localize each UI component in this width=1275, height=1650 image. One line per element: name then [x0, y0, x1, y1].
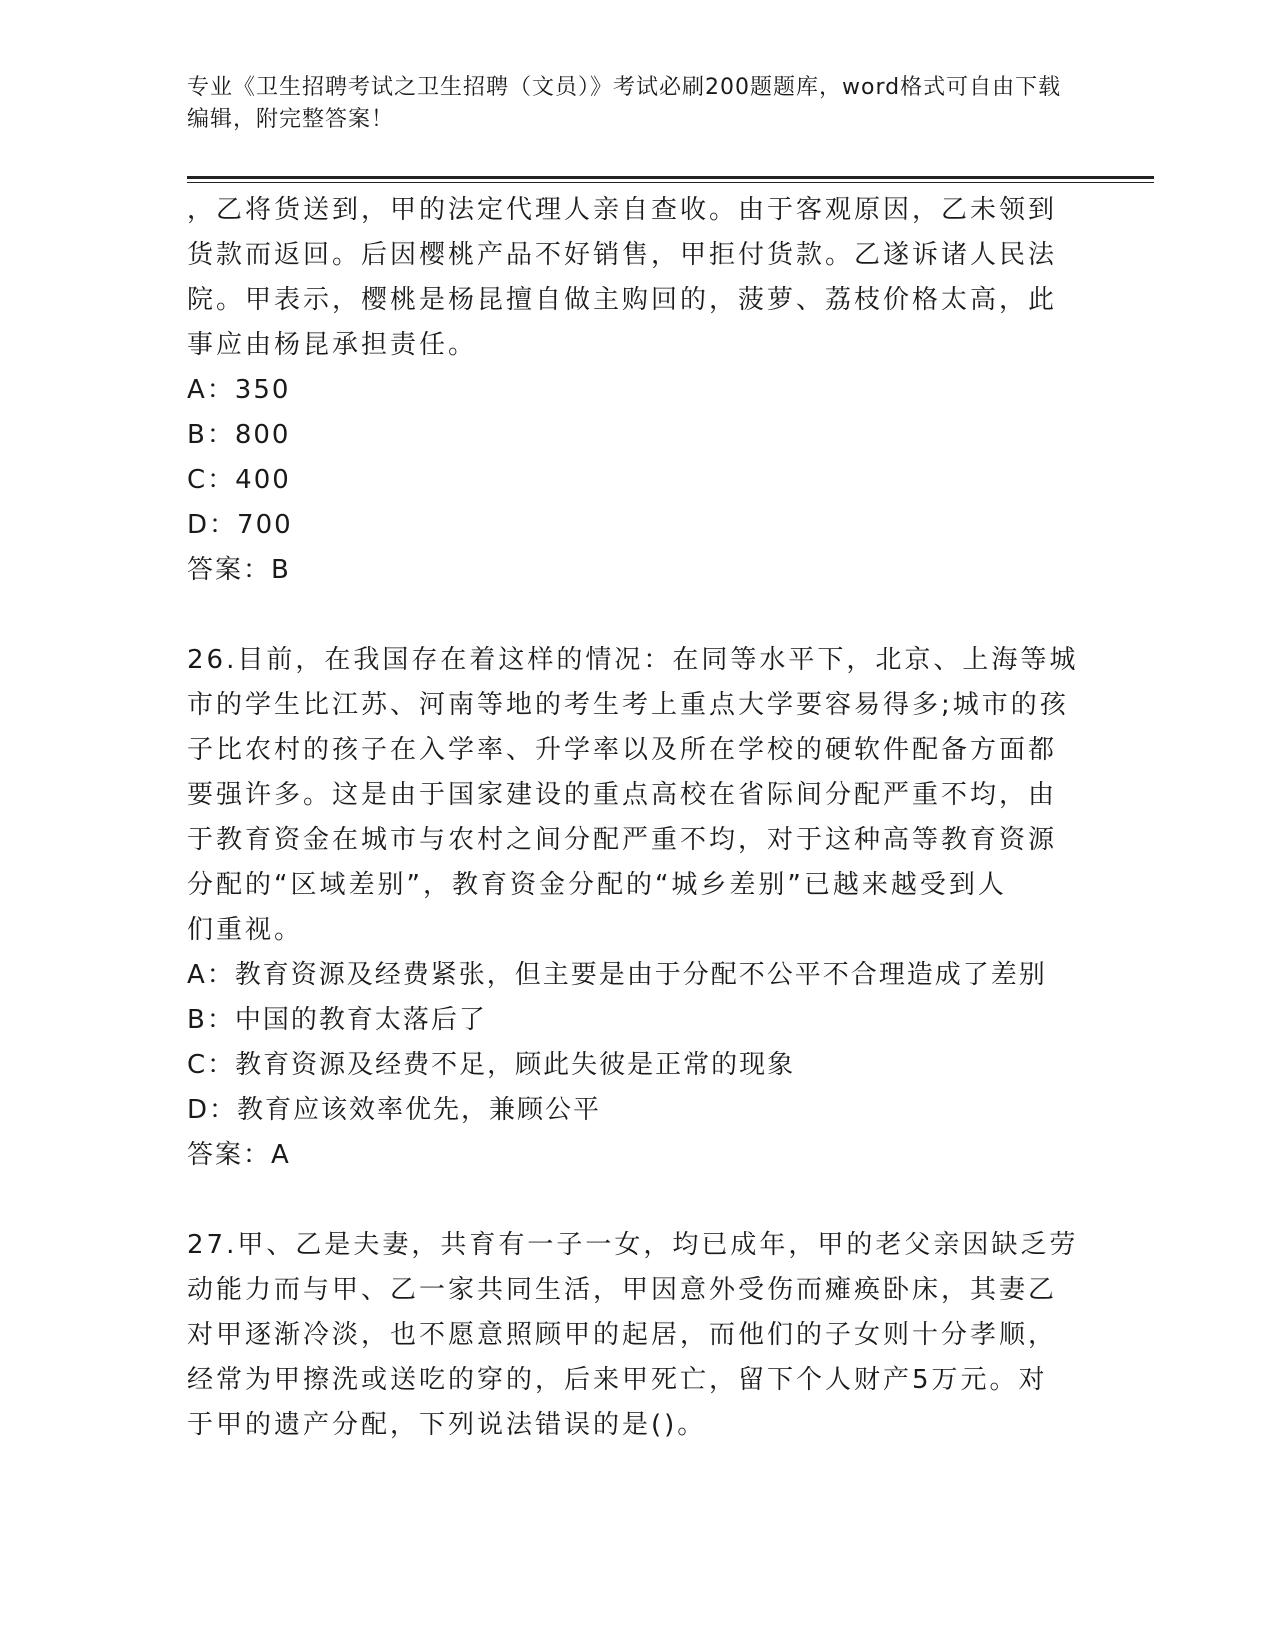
question-25 [187, 188, 1087, 593]
question-line: 市的学生比江苏、河南等地的考生考上重点大学要容易得多;城市的孩 [187, 690, 1069, 720]
option-a: A：350 [187, 375, 291, 405]
answer: 答案：A [187, 1140, 291, 1170]
question-line: ，乙将货送到，甲的法定代理人亲自查收。由于客观原因，乙未领到 [187, 195, 1058, 225]
question-26 [187, 638, 1087, 1178]
page-header [187, 72, 1067, 136]
question-line: 于甲的遗产分配，下列说法错误的是()。 [187, 1410, 707, 1440]
document-body [187, 188, 1087, 1448]
question-line: 动能力而与甲、乙一家共同生活，甲因意外受伤而瘫痪卧床，其妻乙 [187, 1275, 1058, 1305]
header-divider-thick [187, 176, 1154, 179]
question-line: 子比农村的孩子在入学率、升学率以及所在学校的硬软件配备方面都 [187, 735, 1058, 765]
option-b: B：中国的教育太落后了 [187, 1005, 487, 1035]
question-line: 分配的“区域差别”，教育资金分配的“城乡差别”已越来越受到人 [187, 870, 1007, 900]
header-title: 专业《卫生招聘考试之卫生招聘（文员）》考试必刷200题题库，word格式可自由下载编辑，附完整答案！ [187, 75, 1062, 132]
option-d: D：教育应该效率优先，兼顾公平 [187, 1095, 602, 1125]
option-c: C：教育资源及经费不足，顾此失彼是正常的现象 [187, 1050, 796, 1080]
option-d: D：700 [187, 510, 293, 540]
question-line: 要强许多。这是由于国家建设的重点高校在省际间分配严重不均，由 [187, 780, 1058, 810]
question-line: 于教育资金在城市与农村之间分配严重不均，对于这种高等教育资源 [187, 825, 1058, 855]
option-b: B：800 [187, 420, 291, 450]
question-line: 货款而返回。后因樱桃产品不好销售，甲拒付货款。乙遂诉诸人民法 [187, 240, 1058, 270]
question-line: 经常为甲擦洗或送吃的穿的，后来甲死亡，留下个人财产5万元。对 [187, 1365, 1048, 1395]
question-line: 们重视。 [187, 915, 304, 945]
question-line: 26.目前，在我国存在着这样的情况：在同等水平下，北京、上海等城 [187, 645, 1079, 675]
question-line: 对甲逐渐冷淡，也不愿意照顾甲的起居，而他们的子女则十分孝顺， [187, 1320, 1058, 1350]
option-c: C：400 [187, 465, 291, 495]
header-divider-thin [187, 182, 1154, 183]
option-a: A：教育资源及经费紧张，但主要是由于分配不公平不合理造成了差别 [187, 960, 1047, 990]
answer: 答案：B [187, 555, 291, 585]
question-line: 事应由杨昆承担责任。 [187, 330, 478, 360]
question-line: 院。甲表示，樱桃是杨昆擅自做主购回的，菠萝、荔枝价格太高，此 [187, 285, 1058, 315]
question-line: 27.甲、乙是夫妻，共育有一子一女，均已成年，甲的老父亲因缺乏劳 [187, 1230, 1079, 1260]
question-27 [187, 1223, 1087, 1448]
